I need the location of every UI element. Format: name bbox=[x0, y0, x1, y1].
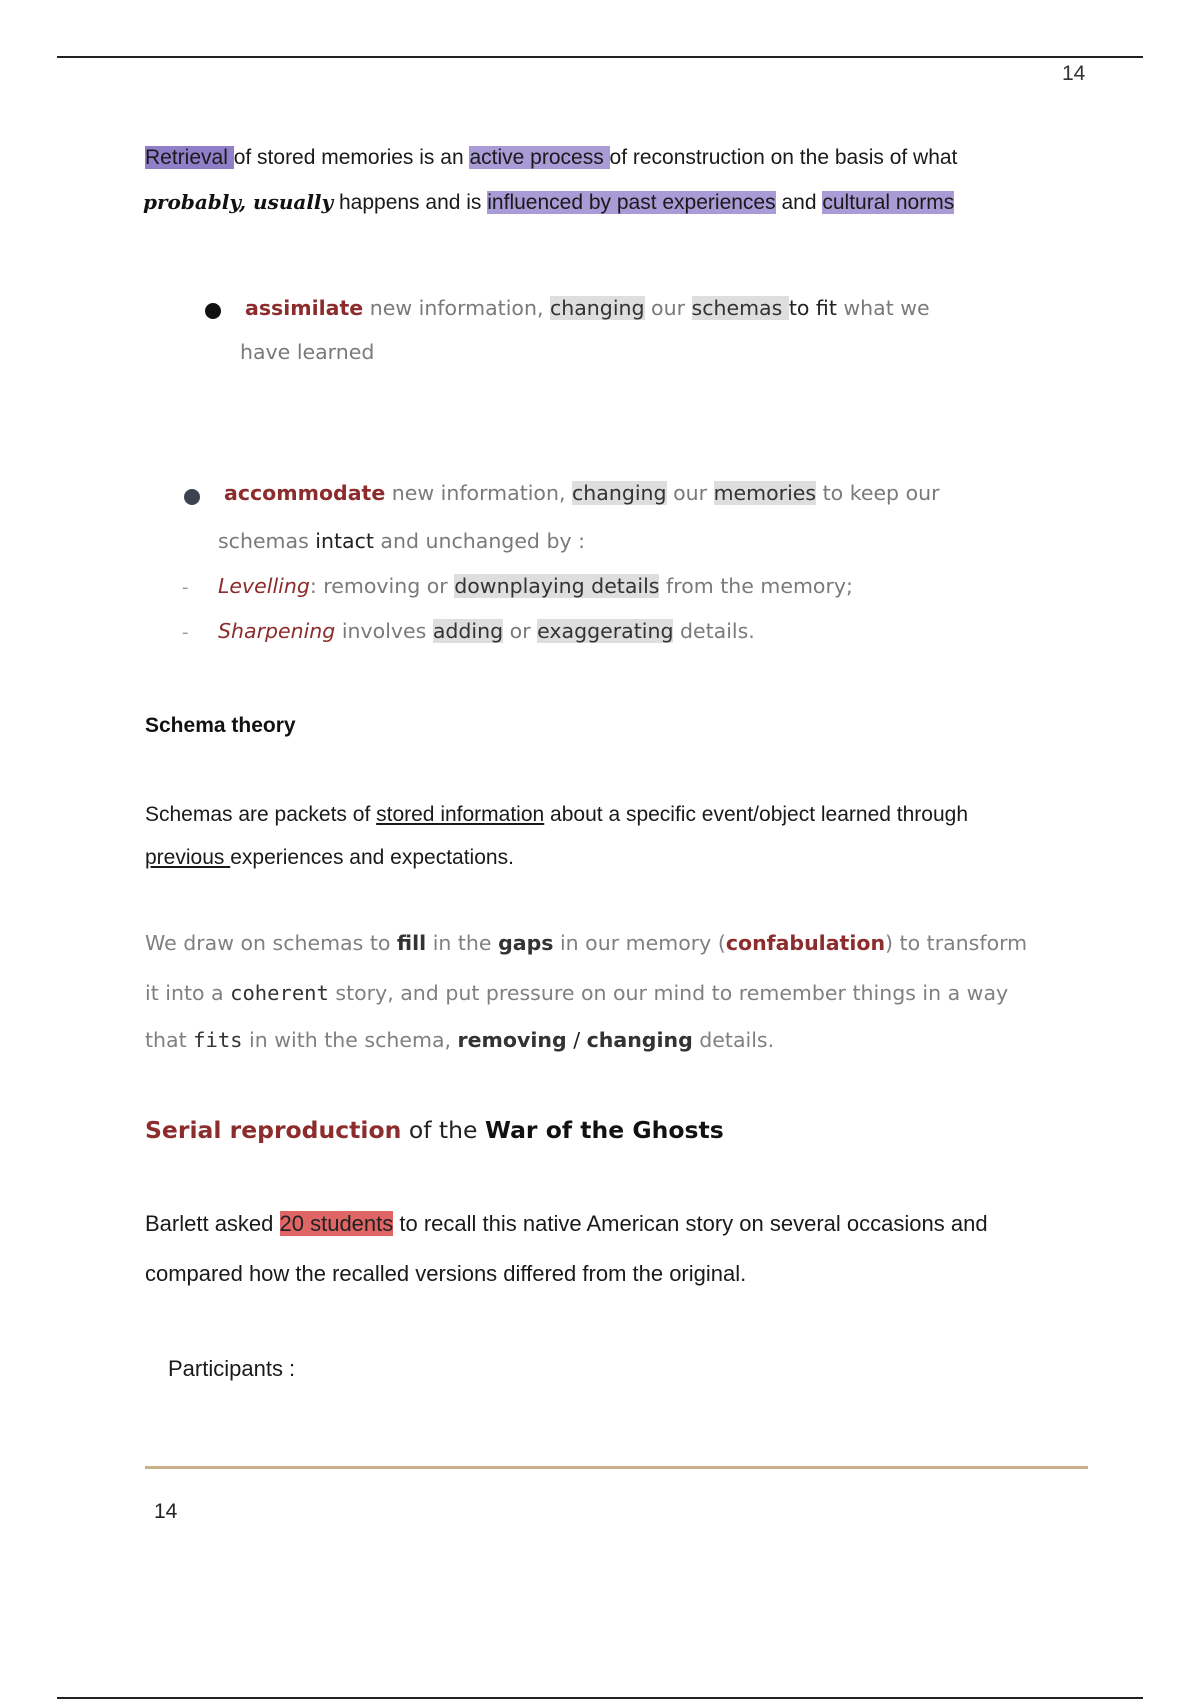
bottom-rule bbox=[57, 1697, 1143, 1699]
mono-coherent: coherent bbox=[230, 981, 329, 1005]
text-span: of reconstruction on the basis of what bbox=[609, 146, 958, 169]
highlight-active-process: active process bbox=[469, 146, 610, 169]
heading-war-of-the-ghosts: War of the Ghosts bbox=[484, 1116, 724, 1144]
text-span: our bbox=[666, 481, 714, 505]
text-span: to recall this native American story on several occasions and bbox=[393, 1211, 988, 1236]
bullet-accommodate bbox=[184, 489, 200, 505]
text-span: in our memory ( bbox=[553, 931, 726, 955]
bold-fill: fill bbox=[396, 931, 427, 955]
text-span: about a specific event/object learned through bbox=[544, 803, 969, 826]
accommodate-line-2 bbox=[218, 529, 585, 553]
text-span: that bbox=[145, 1028, 194, 1052]
term-confabulation: confabulation bbox=[725, 931, 886, 955]
bold-changing: changing bbox=[586, 1028, 693, 1052]
term-levelling: Levelling bbox=[218, 574, 310, 598]
text-span: : removing or bbox=[309, 574, 455, 598]
text-span: / bbox=[566, 1028, 587, 1052]
schema-p1-line-1 bbox=[145, 803, 968, 827]
highlight-adding: adding bbox=[432, 619, 504, 643]
dash-sharpening: - bbox=[182, 622, 189, 643]
highlight-memories: memories bbox=[713, 481, 817, 505]
text-span: what we bbox=[836, 296, 930, 320]
bold-removing: removing bbox=[457, 1028, 567, 1052]
bullet-assimilate bbox=[205, 303, 221, 319]
highlight-changing-2: changing bbox=[572, 481, 667, 505]
text-span: schemas bbox=[218, 529, 316, 553]
text-span: intact bbox=[315, 529, 374, 553]
text-span: from the memory; bbox=[659, 574, 853, 598]
assimilate-line-1 bbox=[245, 296, 930, 320]
highlight-cultural-norms: cultural norms bbox=[822, 191, 955, 214]
term-assimilate: assimilate bbox=[245, 296, 364, 320]
text-span: in with the schema, bbox=[242, 1028, 458, 1052]
text-span: our bbox=[644, 296, 692, 320]
mono-fits: fits bbox=[193, 1028, 243, 1052]
highlight-changing: changing bbox=[549, 296, 645, 320]
footer-rule bbox=[145, 1466, 1088, 1469]
retrieval-line-1 bbox=[145, 146, 957, 170]
schema-p2-line-3 bbox=[145, 1028, 774, 1052]
serial-p1-line-2: compared how the recalled versions differed from the original. bbox=[145, 1261, 747, 1286]
bold-gaps: gaps bbox=[498, 931, 554, 955]
schema-p2-line-1 bbox=[145, 931, 1027, 955]
underline-stored-information: stored information bbox=[376, 803, 545, 826]
text-span: new information, bbox=[385, 481, 573, 505]
levelling-line bbox=[218, 574, 853, 598]
serial-p1-line-1 bbox=[145, 1211, 988, 1237]
text-span: involves bbox=[335, 619, 433, 643]
page-number-top: 14 bbox=[1062, 62, 1086, 85]
serial-heading bbox=[145, 1116, 724, 1144]
text-span: in the bbox=[426, 931, 499, 955]
participants-label: Participants : bbox=[168, 1356, 296, 1381]
top-rule bbox=[57, 56, 1143, 58]
assimilate-line-2: have learned bbox=[240, 340, 375, 364]
text-span: and bbox=[775, 191, 823, 214]
text-span: of the bbox=[401, 1116, 485, 1144]
term-accommodate: accommodate bbox=[224, 481, 386, 505]
dash-levelling: - bbox=[182, 577, 189, 598]
text-span: it into a bbox=[145, 981, 231, 1005]
schema-p1-line-2 bbox=[145, 846, 514, 870]
page-number-bottom: 14 bbox=[154, 1500, 178, 1523]
accommodate-line-1 bbox=[224, 481, 940, 505]
handwritten-probably-usually: probably, usually bbox=[143, 190, 334, 214]
sharpening-line bbox=[218, 619, 755, 643]
schema-theory-heading: Schema theory bbox=[145, 714, 296, 737]
text-span: ) to transform bbox=[885, 931, 1028, 955]
underline-previous: previous bbox=[145, 846, 231, 869]
text-span: details. bbox=[673, 619, 755, 643]
text-span: to fit bbox=[788, 296, 837, 320]
term-sharpening: Sharpening bbox=[218, 619, 336, 643]
highlight-downplaying: downplaying details bbox=[454, 574, 660, 598]
text-span: happens and is bbox=[333, 191, 488, 214]
schema-p2-line-2 bbox=[145, 981, 1008, 1005]
text-span: or bbox=[503, 619, 538, 643]
highlight-retrieval: Retrieval bbox=[145, 146, 234, 169]
highlight-schemas: schemas bbox=[691, 296, 789, 320]
text-span: experiences and expectations. bbox=[230, 846, 514, 869]
text-span: story, and put pressure on our mind to remember things in a way bbox=[328, 981, 1009, 1005]
text-span: new information, bbox=[363, 296, 550, 320]
text-span: We draw on schemas to bbox=[145, 931, 397, 955]
highlight-influenced: influenced by past experiences bbox=[487, 191, 776, 214]
text-span: to keep our bbox=[816, 481, 940, 505]
highlight-exaggerating: exaggerating bbox=[537, 619, 674, 643]
text-span: of stored memories is an bbox=[233, 146, 470, 169]
text-span: details. bbox=[692, 1028, 775, 1052]
text-span: and unchanged by : bbox=[373, 529, 586, 553]
heading-serial-reproduction: Serial reproduction bbox=[145, 1116, 402, 1144]
text-span: Barlett asked bbox=[145, 1211, 280, 1236]
highlight-20-students: 20 students bbox=[279, 1211, 394, 1236]
retrieval-line-2 bbox=[143, 190, 954, 215]
text-span: Schemas are packets of bbox=[145, 803, 377, 826]
